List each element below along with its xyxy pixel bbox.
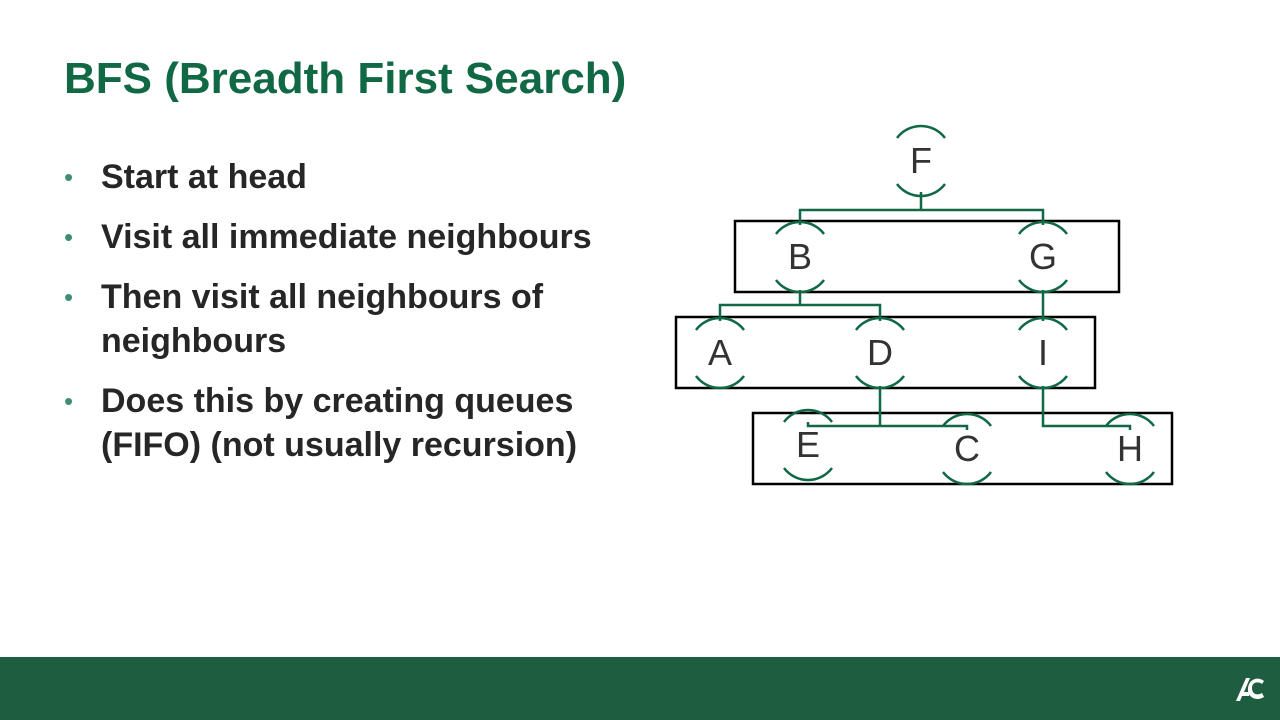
bullet-text: Visit all immediate neighbours [101, 218, 592, 256]
bullet-text: Then visit all neighbours of [101, 278, 544, 316]
edge-I-H [1043, 386, 1130, 430]
node-B-label: B [787, 236, 813, 277]
bullet-text: Does this by creating queues [101, 382, 574, 420]
bullet-text-continued: neighbours [101, 322, 287, 360]
bullet-dot-icon: • [64, 162, 74, 192]
footer-bar [0, 657, 1280, 720]
bullet-text-continued: (FIFO) (not usually recursion) [101, 426, 578, 464]
node-F-label: F [910, 140, 932, 181]
bullet-dot-icon: • [64, 222, 74, 252]
edge-D-children [808, 386, 967, 430]
node-H-label: H [1117, 428, 1143, 469]
ac-logo-icon [1234, 675, 1266, 703]
bullet-dot-icon: • [64, 386, 74, 416]
node-A-label: A [707, 332, 733, 373]
node-G-label: G [1028, 236, 1058, 277]
node-I-label: I [1037, 332, 1049, 373]
node-C-label: C [954, 428, 980, 469]
node-D-label: D [867, 332, 893, 373]
bullet-dot-icon: • [64, 282, 74, 312]
slide-title: BFS (Breadth First Search) [64, 54, 627, 103]
bullet-text: Start at head [101, 158, 307, 196]
node-E-label: E [795, 424, 821, 465]
